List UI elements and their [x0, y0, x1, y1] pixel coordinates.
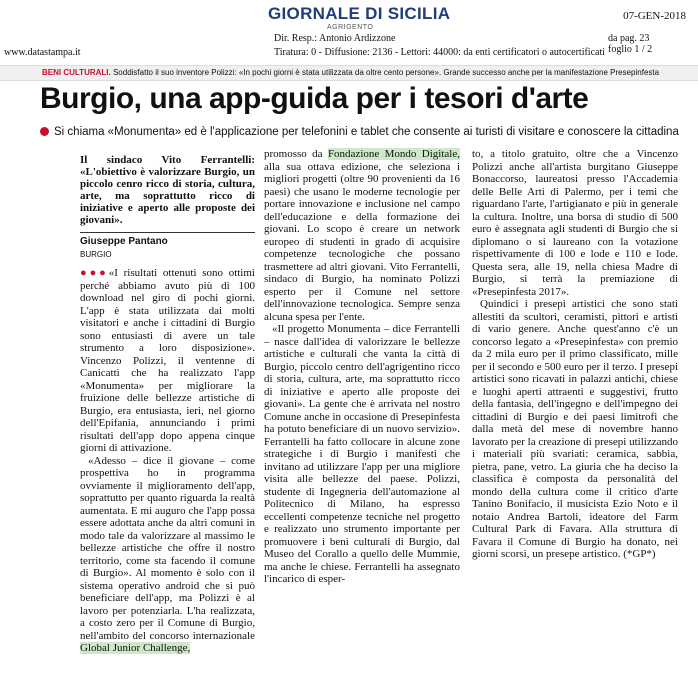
highlighted-term: Global Junior Challenge, — [80, 642, 191, 654]
article-column-1 — [80, 148, 255, 655]
bullet-icon — [40, 127, 49, 136]
sheet-number: foglio 1 / 2 — [608, 44, 653, 55]
article-subhead — [40, 126, 679, 138]
page-number: da pag. 23 — [608, 33, 650, 44]
publication-date: 07-GEN-2018 — [623, 10, 686, 22]
page-info — [608, 33, 652, 55]
newspaper-logo: GIORNALE DI SICILIA — [268, 4, 451, 23]
summary-box: Il sindaco Vito Ferrantelli: «L'obiettivo è valorizzare Burgio, un piccolo cenro ricco di storia, cultura, arte, ma soprattutto ricco di iniziative e aperto alle proposte dei giovani». — [80, 154, 255, 226]
kicker-bar — [0, 65, 698, 81]
dateline-place: BURGIO — [80, 249, 112, 259]
paragraph: promosso da Fondazione Mondo Digitale, alla sua ottava edizione, che seleziona i migliori progetti (oltre 90 provenienti da 16 paesi) che usano le moderne tecnologie per portare innovazione e inclusione nel campo dell'educazione e della formazione dei giovani. Lo scopo è creare un network europeo di studenti in grado di acquisire competenze tecnologiche che possano trasmettere ad altri giovani. Vito Ferrantelli, sindaco di Burgio, ha nominato Polizzi esperto per il Comune nel settore dell'innovazione tecnologica. Sempre senza alcuna spesa per l'ente. — [264, 148, 460, 323]
paragraph: ●●●«I risultati ottenuti sono ottimi perché abbiamo avuto più di 100 download nel giro di pochi giorni. L'app è stata utilizzata dai molti visitatori e anche i cittadini di Burgio sono entusiasti di avere un tale strumento a loro disposizione». Vincenzo Polizzi, il ventenne di Canicattì che ha realizzato l'app «Monumenta» per migliorare la fruizione delle bellezze artistiche di Burgio, era entusiasta, ieri, nel giorno dell'Epifania, annunciando i primi risultati dell'app dopo appena cinque giorni di attivazione. — [80, 267, 255, 454]
bullets-icon: ●●● — [80, 267, 109, 279]
author-byline: Giuseppe Pantano — [80, 236, 168, 247]
article-column-3 — [472, 148, 678, 561]
highlighted-term: Fondazione Mondo Digitale, — [327, 148, 460, 160]
subhead-text: Si chiama «Monumenta» ed è l'applicazione per telefonini e tablet che consente ai turisti di visitare e conoscere la cittadina — [54, 126, 679, 138]
circulation-line: Tiratura: 0 - Diffusione: 2136 - Lettori: 44000: da enti certificatori o autocertificati — [274, 47, 606, 58]
article-column-2 — [264, 148, 460, 586]
masthead — [0, 0, 698, 62]
edition-label: AGRIGENTO — [327, 24, 374, 31]
paragraph: Quindici i presepi artistici che sono stati allestiti da scultori, ceramisti, pittori e artisti di vario genere. Anche quest'anno c'è un concorso legato a «Presepinfesta» con premio da 2 mila euro per il primo classificato, mille per il secondo e 500 euro per il terzo. I presepi artistici sono ricavati in palazzi antichi, chiese e luoghi aperti attraenti e suggestivi, frutto della fantasia, dell'ingegno e dell'impegno dei cittadini di Burgio e dei paesi limitrofi che dalla metà del mese di novembre hanno lavorato per la creazione di presepi utilizzando i materiali più svariati: ceramica, sabbia, pietra, pane, vetro. La giuria che ha deciso la classifica è composta da personalità del mondo della cultura come il critico d'arte Tanino Bonifacio, il musicista Ezio Noto e il notaio Andrea Bartoli, ideatore del Farm Cultural Park di Favara. Alla struttura di Favara il Comune di Burgio ha donato, nei giorni scorsi, un presepe artistico. (*GP*) — [472, 298, 678, 560]
source-site-link[interactable]: www.datastampa.it — [4, 47, 81, 58]
paragraph: «Adesso – dice il giovane – come prospettiva ho in programma ovviamente il miglioramento dell'app, soprattutto per quanto riguarda la realtà aumentata. E mi auguro che l'app possa essere adottata anche da altri comuni in modo tale da valorizzare al massimo le bellezze artistiche che offre il nostro territorio, come sta facendo il comune di Burgio». Al momento è solo con il sistema operativo android che si può beneficiare dell'app, ma Polizzi è al lavoro per potenziarla. L'ha realizzata, a costo zero per il Comune di Burgio, nell'ambito del concorso internazionale Global Junior Challenge, — [80, 454, 255, 654]
divider — [80, 232, 255, 233]
paragraph: to, a titolo gratuito, oltre che a Vincenzo Polizzi anche all'artista burgitano Giuseppe Bonaccorso, laureatosi presso l'Accademia delle Belle Arti di Palermo, per i temi che riguardano l'arte, l'artigianato e più in generale la cultura. Inoltre, una borsa di studio di 500 euro è assegnata agli studenti di Burgio che si diplomano o si laureano con la votazione rispettivamente di 100 e lode e 110 e lode. Questa sera, alle 19, nella chiesa Madre di Burgio, si terrà la premiazione di «Presepinfesta 2017». — [472, 148, 678, 298]
kicker-section: BENI CULTURALI. — [42, 68, 111, 77]
kicker-text: Soddisfatto il suo inventore Polizzi: «In pochi giorni è stata utilizzata da oltre cento persone». Grande successo anche per la manifestazione Presepinfesta — [112, 68, 660, 77]
paragraph: «Il progetto Monumenta – dice Ferrantelli – nasce dall'idea di valorizzare le bellezze artistiche e culturali che vanta la città di Burgio, piccolo centro dell'agrigentino ricco di storia, cultura, arte, ma soprattutto ricco di iniziative e aperto alle proposte dei giovani». La gente che è arrivata nel nostro Comune anche in occasione di Presepinfesta ha potuto beneficiare di un nuovo servizio». Ferrantelli ha fatto collocare in alcune zone strategiche i di Burgio i manifesti che invitano ad utilizzare l'app per una migliore visita alle bellezze del paese. Polizzi, studente di Ingegneria dell'automazione al Politecnico di Milano, ha espresso eccellenti competenze tecniche nel progetto e realizzato uno strumento importante per promuovere i beni culturali di Burgio, dal Museo del Corallo a quello delle Mummie, ma anche le chiese. Ferrantelli ha assegnato l'incarico di esper- — [264, 323, 460, 585]
director-line: Dir. Resp.: Antonio Ardizzone — [274, 33, 396, 44]
article-headline: Burgio, una app-guida per i tesori d'arte — [40, 82, 589, 115]
